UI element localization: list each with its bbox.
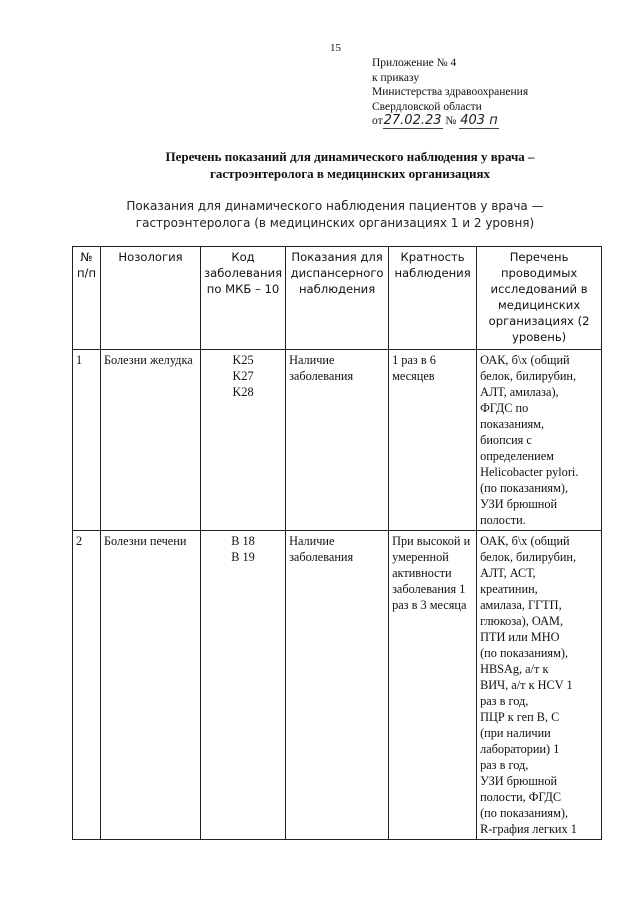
row-nosology: Болезни желудка <box>101 350 201 531</box>
study-line: (по показаниям), <box>480 481 569 495</box>
appendix-date-line <box>372 114 528 129</box>
study-line: ОАК, б\х (общий <box>480 353 570 367</box>
row-studies <box>477 531 602 840</box>
appendix-line: Министерства здравоохранения <box>372 86 529 98</box>
title-line: Перечень показаний для динамического наблюдения у врача – <box>165 149 535 164</box>
caption-line: Показания для динамического наблюдения пациентов у врача — <box>126 199 544 213</box>
page-number: 15 <box>330 42 341 54</box>
indications-table <box>72 246 602 840</box>
study-line: лаборатории) 1 <box>480 742 560 756</box>
header-num: № п/п <box>73 247 101 350</box>
date-prefix: от <box>372 115 383 127</box>
study-line: (при наличии <box>480 726 551 740</box>
study-line: белок, билирубин, <box>480 369 577 383</box>
study-line: ПТИ или МНО <box>480 630 560 644</box>
study-line: полости. <box>480 513 526 527</box>
study-line: белок, билирубин, <box>480 550 577 564</box>
study-line: раз в год, <box>480 694 529 708</box>
study-line: креатинин, <box>480 582 538 596</box>
table-row <box>73 531 602 840</box>
study-line: HBSAg, а/т к <box>480 662 549 676</box>
study-line: амилаза, ГГТП, <box>480 598 562 612</box>
study-line: биопсия с <box>480 433 532 447</box>
study-line: АЛТ, АСТ, <box>480 566 536 580</box>
appendix-block <box>372 56 528 129</box>
header-nosology: Нозология <box>101 247 201 350</box>
icd-code: K25 <box>232 353 254 367</box>
table-caption <box>110 198 560 232</box>
row-indications: Наличие заболевания <box>286 350 389 531</box>
study-line: (по показаниям), <box>480 646 569 660</box>
study-line: (по показаниям), <box>480 806 569 820</box>
header-frequency: Кратность наблюдения <box>389 247 477 350</box>
handwritten-date: 27.02.23 <box>383 113 442 128</box>
study-line: ФГДС по <box>480 401 529 415</box>
appendix-line: Приложение № 4 <box>372 57 457 69</box>
row-icd <box>201 350 286 531</box>
handwritten-number: 403 п <box>460 113 498 128</box>
number-prefix: № <box>445 115 457 127</box>
row-num: 2 <box>73 531 101 840</box>
study-line: ОАК, б\х (общий <box>480 534 570 548</box>
title-line: гастроэнтеролога в медицинских организациях <box>210 166 490 181</box>
icd-code: B 19 <box>231 550 255 564</box>
study-line: ВИЧ, а/т к HCV 1 <box>480 678 573 692</box>
study-line: глюкоза), ОАМ, <box>480 614 564 628</box>
caption-line: гастроэнтеролога (в медицинских организациях 1 и 2 уровня) <box>135 216 535 230</box>
table-row <box>73 350 602 531</box>
appendix-line: к приказу <box>372 71 420 84</box>
row-num: 1 <box>73 350 101 531</box>
icd-code: B 18 <box>231 534 255 548</box>
study-line: Helicobacter pylori. <box>480 465 579 479</box>
row-frequency: 1 раз в 6 месяцев <box>389 350 477 531</box>
study-line: определением <box>480 449 554 463</box>
row-nosology: Болезни печени <box>101 531 201 840</box>
icd-code: K28 <box>232 385 254 399</box>
icd-code: K27 <box>232 369 254 383</box>
study-line: R-графия легких 1 <box>480 822 577 836</box>
header-indications: Показания для диспансерного наблюдения <box>286 247 389 350</box>
study-line: АЛТ, амилаза), <box>480 385 559 399</box>
study-line: полости, ФГДС <box>480 790 562 804</box>
study-line: раз в год, <box>480 758 529 772</box>
row-frequency: При высокой и умеренной активности заболевания 1 раз в 3 месяца <box>389 531 477 840</box>
study-line: ПЦР к геп В, С <box>480 710 560 724</box>
header-studies: Перечень проводимых исследований в медицинских организациях (2 уровень) <box>477 247 602 350</box>
row-studies <box>477 350 602 531</box>
row-indications: Наличие заболевания <box>286 531 389 840</box>
appendix-line: Свердловской области <box>372 100 482 113</box>
study-line: УЗИ брюшной <box>480 497 558 511</box>
table-header-row <box>73 247 602 350</box>
study-line: показаниям, <box>480 417 545 431</box>
document-title <box>120 148 580 182</box>
study-line: УЗИ брюшной <box>480 774 558 788</box>
header-icd: Код заболевания по МКБ – 10 <box>201 247 286 350</box>
row-icd <box>201 531 286 840</box>
